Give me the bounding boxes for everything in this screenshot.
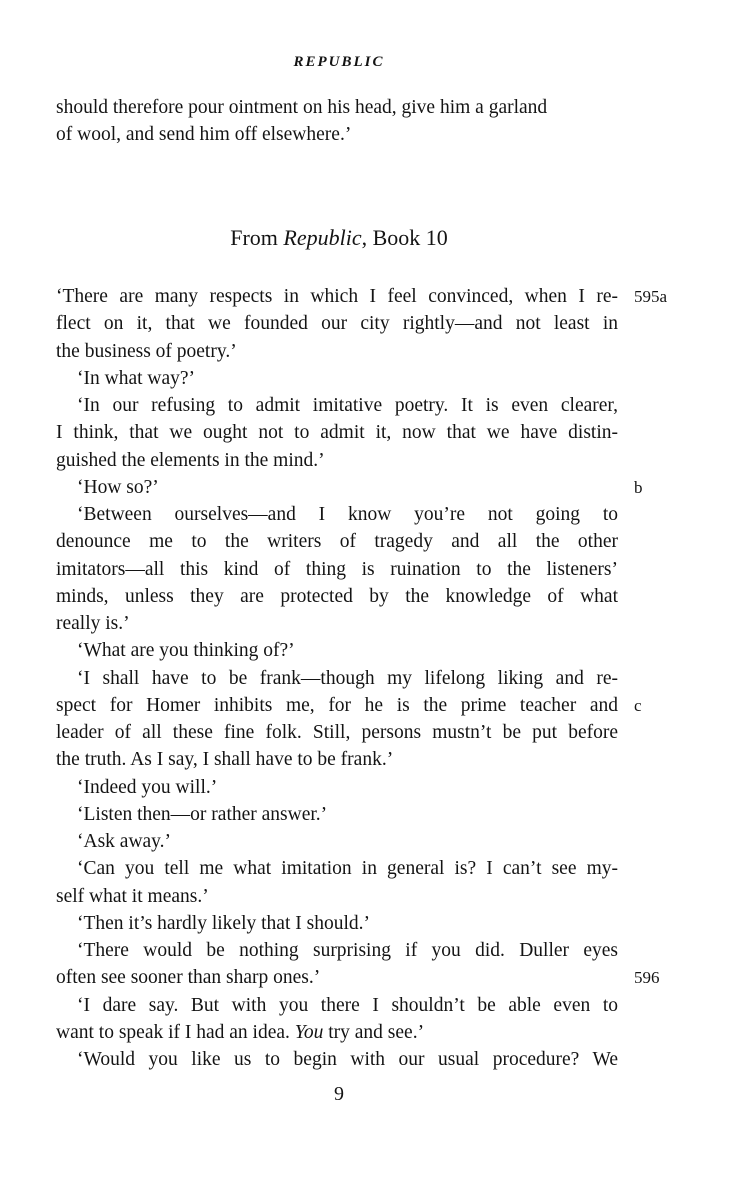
line-text: ‘Listen then—or rather answer.’ [77, 803, 328, 825]
line-text: denounce me to the writers of tragedy and all the other [56, 531, 618, 553]
text-line: of wool, and send him off elsewhere.’ [56, 124, 352, 146]
text-line [56, 992, 626, 1019]
stephanus-marker: 595a [634, 287, 668, 306]
page-number: 9 [334, 1083, 344, 1105]
line-text: ‘There would be nothing surprising if you did. Duller eyes [77, 940, 618, 961]
line-text: really is.’ [56, 613, 130, 634]
chapter-title-prefix: From [230, 225, 284, 250]
text-line [56, 419, 626, 446]
text-line [56, 801, 626, 828]
text-line [56, 910, 626, 937]
text-line: should therefore pour ointment on his head, give him a garland [56, 97, 548, 118]
line-text: ‘What are you thinking of?’ [77, 640, 295, 662]
stephanus-marker: 596 [634, 968, 660, 988]
text-line [56, 665, 626, 692]
text-line [56, 583, 626, 610]
line-text: ‘Would you like us to begin with our usual procedure? We [77, 1049, 618, 1070]
text-line [56, 474, 643, 501]
text-line [56, 774, 626, 801]
line-text: often see sooner than sharp ones.’ [56, 967, 321, 989]
chapter-title-work: Republic [283, 225, 362, 250]
line-text: ‘Indeed you will.’ [77, 776, 218, 798]
stephanus-marker: c [634, 695, 642, 715]
text-line [56, 828, 626, 855]
line-text: ‘Then it’s hardly likely that I should.’ [77, 912, 370, 934]
text-line [56, 310, 626, 337]
stephanus-marker: b [634, 477, 643, 497]
text-line [56, 365, 626, 392]
text-line [56, 637, 626, 664]
text-line [56, 719, 626, 746]
line-text: ‘There are many respects in which I feel convinced, when I re- [56, 286, 618, 307]
text-line [56, 528, 626, 555]
line-text: ‘Can you tell me what imitation in general is? I can’t see my- [77, 858, 618, 880]
line-text: ‘I dare say. But with you there I shouldn’t be able even to [77, 994, 618, 1016]
line-text: want to speak if I had an idea. You try and see.’ [56, 1021, 425, 1043]
text-line [56, 338, 626, 365]
text-line [56, 501, 626, 528]
line-text: ‘Between ourselves—and I know you’re not going to [77, 504, 618, 525]
line-text: minds, unless they are protected by the knowledge of what [56, 585, 618, 607]
text-line [56, 1046, 626, 1073]
intro-paragraph [56, 94, 626, 149]
line-text: guished the elements in the mind.’ [56, 449, 325, 471]
line-text: spect for Homer inhibits me, for he is the prime teacher and [56, 694, 618, 716]
line-text: the business of poetry.’ [56, 340, 237, 362]
line-text: leader of all these fine folk. Still, persons mustn’t be put before [56, 722, 618, 743]
chapter-title [0, 225, 678, 251]
body-text [56, 283, 668, 1073]
line-text: self what it means.’ [56, 885, 209, 907]
text-line [56, 883, 626, 910]
line-text: ‘I shall have to be frank—though my lifelong liking and re- [77, 667, 618, 689]
text-line [56, 1019, 626, 1046]
line-text: ‘In what way?’ [77, 367, 196, 389]
running-header: REPUBLIC [293, 54, 385, 70]
text-line [56, 610, 626, 637]
emphasis: You [294, 1021, 324, 1043]
line-text: ‘In our refusing to admit imitative poetry. It is even clearer, [77, 395, 618, 416]
text-line [56, 283, 668, 310]
line-text: imitators—all this kind of thing is ruination to the listeners’ [56, 558, 618, 580]
line-text: flect on it, that we founded our city rightly—and not least in [56, 313, 618, 335]
text-line [56, 556, 626, 583]
text-line [56, 964, 660, 991]
line-text: ‘How so?’ [77, 476, 159, 498]
text-line [56, 692, 642, 719]
line-text: I think, that we ought not to admit it, now that we have distin- [56, 422, 618, 444]
line-text: the truth. As I say, I shall have to be frank.’ [56, 749, 394, 771]
text-line [56, 746, 626, 773]
line-text: ‘Ask away.’ [77, 831, 172, 852]
text-line [56, 447, 626, 474]
chapter-title-suffix: , Book 10 [361, 225, 448, 250]
text-line [56, 937, 626, 964]
text-line [56, 392, 626, 419]
text-line [56, 855, 626, 882]
